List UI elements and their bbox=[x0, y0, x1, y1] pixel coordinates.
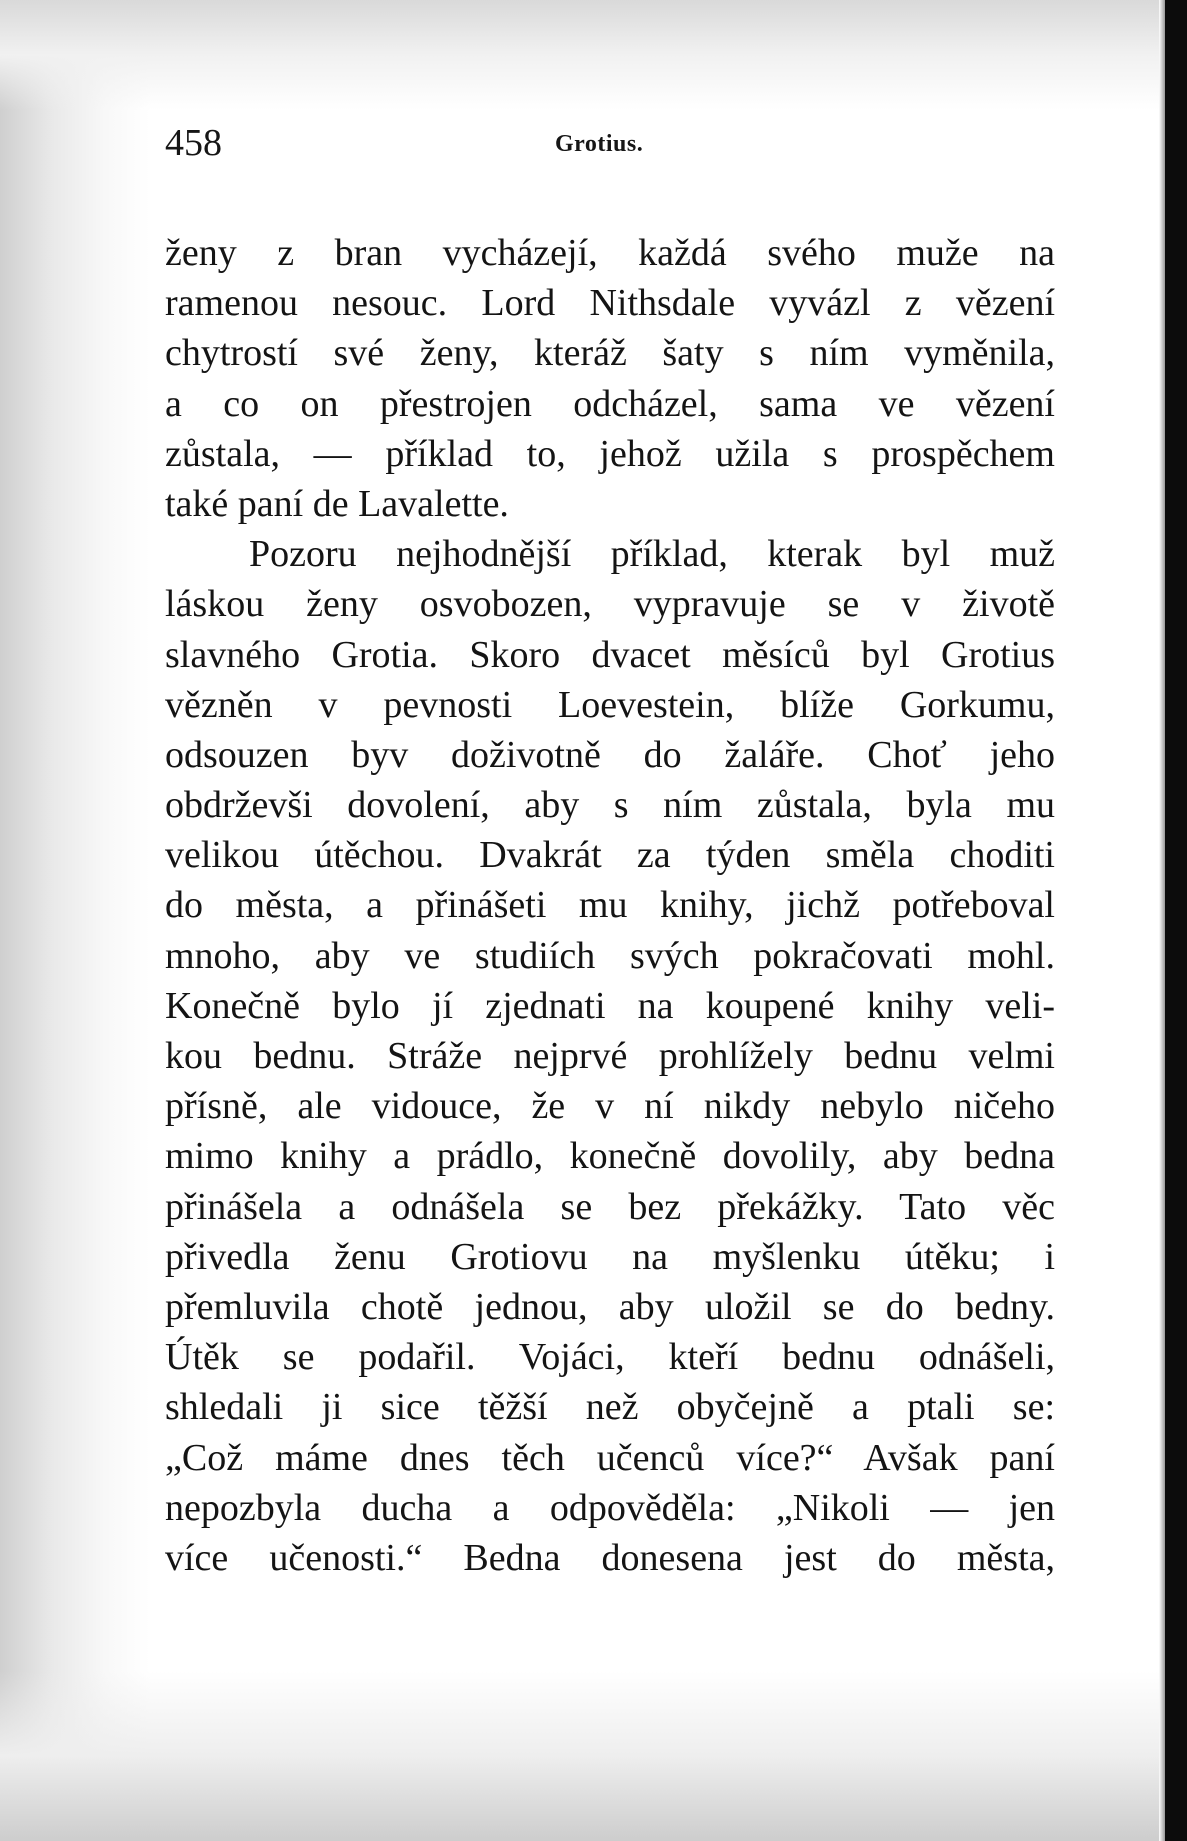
text-line: Útěk se podařil. Vojáci, kteří bednu odnášeli, bbox=[165, 1336, 1055, 1379]
text-line: mnoho, aby ve studiích svých pokračovati mohl. bbox=[165, 934, 1055, 977]
text-line: do města, a přinášeti mu knihy, jichž potřeboval bbox=[165, 884, 1055, 927]
text-line: kou bednu. Stráže nejprvé prohlížely bednu velmi bbox=[165, 1035, 1055, 1077]
running-head bbox=[165, 118, 1055, 168]
text-line: přísně, ale vidouce, že v ní nikdy nebylo ničeho bbox=[165, 1085, 1055, 1128]
text-line: chytrostí své ženy, kteráž šaty s ním vyměnila, bbox=[165, 332, 1055, 375]
text-line: ramenou nesouc. Lord Nithsdale vyvázl z vězení bbox=[165, 282, 1055, 325]
text-line: zůstala, — příklad to, jehož užila s prospěchem bbox=[165, 432, 1055, 475]
text-line: Konečně bylo jí zjednati na koupené knihy veli- bbox=[165, 984, 1055, 1027]
running-title: Grotius. bbox=[555, 131, 644, 157]
scan-shadow-bottom bbox=[0, 1671, 1187, 1841]
text-line: „Což máme dnes těch učenců více?“ Avšak paní bbox=[165, 1436, 1055, 1479]
text-line: přinášela a odnášela se bez překážky. Tato věc bbox=[165, 1185, 1055, 1228]
text-line: více učenosti.“ Bedna donesena jest do města, bbox=[165, 1536, 1055, 1579]
text-line: shledali ji sice těžší než obyčejně a ptali se: bbox=[165, 1386, 1055, 1429]
text-line: slavného Grotia. Skoro dvacet měsíců byl Grotius bbox=[165, 633, 1055, 676]
text-line: odsouzen byv doživotně do žaláře. Choť jeho bbox=[165, 733, 1055, 776]
text-line: ženy z bran vycházejí, každá svého muže na bbox=[165, 232, 1055, 274]
text-line: a co on přestrojen odcházel, sama ve vězení bbox=[165, 382, 1055, 425]
scan-shadow-left bbox=[0, 0, 150, 1841]
text-line: velikou útěchou. Dvakrát za týden směla choditi bbox=[165, 834, 1055, 877]
text-line-paragraph-start: Pozoru nejhodnější příklad, kterak byl muž bbox=[249, 533, 1055, 576]
page-edge bbox=[1165, 0, 1187, 1841]
page-number: 458 bbox=[165, 122, 222, 164]
text-line: mimo knihy a prádlo, konečně dovolily, aby bedna bbox=[165, 1135, 1055, 1178]
text-line: vězněn v pevnosti Loevestein, blíže Gorkumu, bbox=[165, 683, 1055, 726]
text-line: nepozbyla ducha a odpověděla: „Nikoli — jen bbox=[165, 1486, 1055, 1529]
scan-shadow-top bbox=[0, 0, 1187, 110]
text-line: přivedla ženu Grotiovu na myšlenku útěku; i bbox=[165, 1235, 1055, 1278]
body-text bbox=[165, 228, 1055, 1583]
text-line: přemluvila chotě jednou, aby uložil se do bedny. bbox=[165, 1285, 1055, 1328]
text-line: láskou ženy osvobozen, vypravuje se v životě bbox=[165, 583, 1055, 626]
text-line: obdrževši dovolení, aby s ním zůstala, byla mu bbox=[165, 784, 1055, 827]
text-line: také paní de Lavalette. bbox=[165, 482, 509, 525]
